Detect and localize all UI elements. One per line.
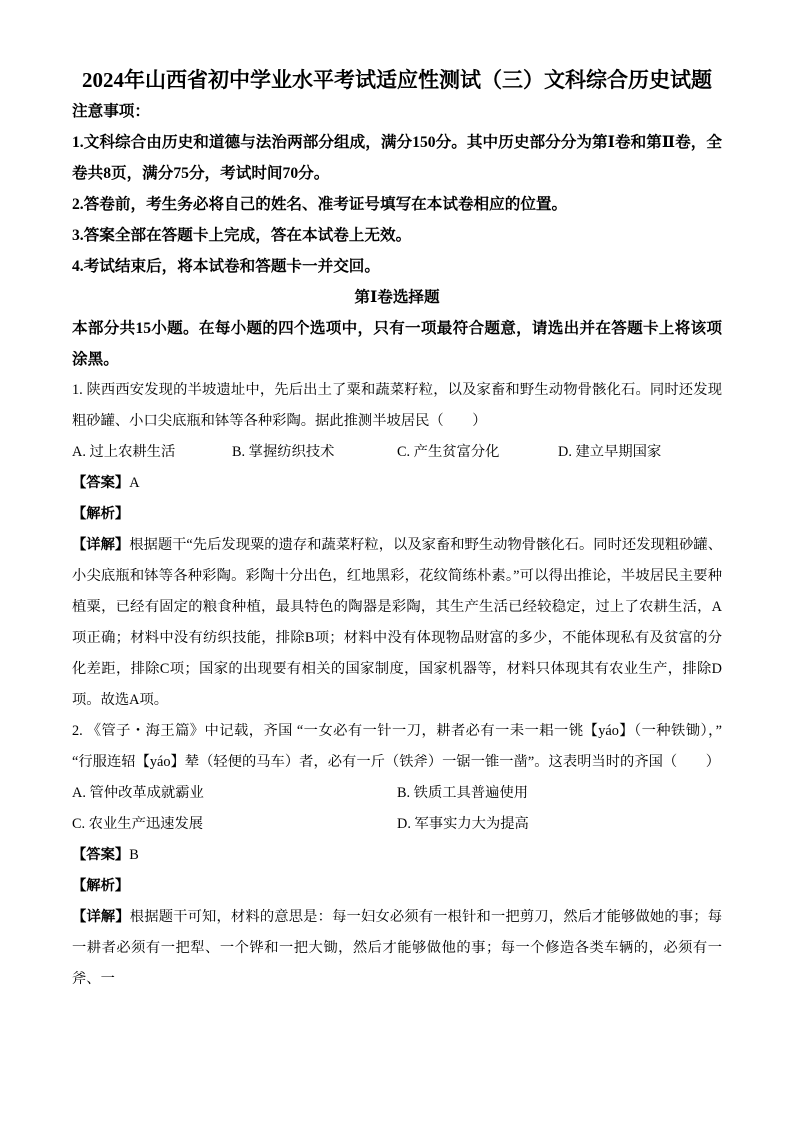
detail-tag: 【详解】 bbox=[72, 909, 130, 925]
notice-item-1: 1.文科综合由历史和道德与法治两部分组成，满分150分。其中历史部分分为第Ⅰ卷和第Ⅱ卷，全卷共8页，满分75分，考试时间70分。 bbox=[72, 134, 722, 182]
answer-tag: 【答案】 bbox=[72, 475, 130, 491]
exam-title: 2024年山西省初中学业水平考试适应性测试（三）文科综合历史试题 bbox=[82, 68, 712, 92]
question-1 bbox=[72, 375, 722, 716]
answer-value: B bbox=[129, 847, 139, 863]
option-a: A. 管仲改革成就霸业 bbox=[72, 785, 204, 801]
option-d: D. 建立早期国家 bbox=[558, 444, 662, 460]
notice-item-2: 2.答卷前，考生务必将自己的姓名、准考证号填写在本试卷相应的位置。 bbox=[72, 196, 568, 213]
detail-tag: 【详解】 bbox=[72, 537, 130, 553]
analysis-tag: 【解析】 bbox=[72, 506, 130, 522]
analysis-tag: 【解析】 bbox=[72, 878, 130, 894]
detail-paragraph bbox=[72, 530, 722, 716]
option-b: B. 铁质工具普遍使用 bbox=[397, 785, 529, 801]
detail-text: 根据题干“先后发现粟的遗存和蔬菜籽粒，以及家畜和野生动物骨骸化石。同时还发现粗砂罐、小尖底瓶和钵等各种彩陶。彩陶十分出色，红地黑彩，花纹简练朴素。”可以得出推论，半坡居民主要种植粟，已经有固定的粮食种植，最具特色的陶器是彩陶，其生产生活已经较稳定，过上了农耕生活，A项正确；材料中没有纺织技能，排除B项；材料中没有体现物品财富的多少，不能体现私有及贫富的分化差距，排除C项；国家的出现要有相关的国家制度，国家机器等，材料只体现其有农业生产，排除D项。故选A项。 bbox=[72, 537, 723, 708]
notice-block bbox=[72, 96, 722, 282]
notice-item-3: 3.答案全部在答题卡上完成，答在本试卷上无效。 bbox=[72, 227, 412, 244]
page-content bbox=[72, 64, 722, 995]
answer-line bbox=[72, 468, 722, 499]
option-a: A. 过上农耕生活 bbox=[72, 444, 176, 460]
detail-text: 根据题干可知，材料的意思是：每一妇女必须有一根针和一把剪刀，然后才能够做她的事；每一耕者必须有一把犁、一个铧和一把大锄，然后才能够做他的事；每一个修造各类车辆的，必须有一斧、一 bbox=[72, 909, 723, 987]
question-2 bbox=[72, 716, 722, 995]
question-options bbox=[72, 778, 722, 840]
option-c: C. 产生贫富分化 bbox=[397, 444, 500, 460]
answer-tag: 【答案】 bbox=[72, 847, 130, 863]
question-stem: 1. 陕西西安发现的半坡遗址中，先后出土了粟和蔬菜籽粒，以及家畜和野生动物骨骸化石。同时还发现粗砂罐、小口尖底瓶和钵等各种彩陶。据此推测半坡居民（ ） bbox=[72, 382, 722, 429]
option-d: D. 军事实力大为提高 bbox=[397, 816, 529, 832]
answer-line bbox=[72, 840, 722, 871]
analysis-line bbox=[72, 499, 722, 530]
section-title: 第Ⅰ卷选择题 bbox=[354, 289, 440, 306]
notice-item-4: 4.考试结束后，将本试卷和答题卡一并交回。 bbox=[72, 258, 380, 275]
analysis-line bbox=[72, 871, 722, 902]
question-options bbox=[72, 437, 722, 468]
question-stem: 2. 《管子・海王篇》中记载，齐国 “一女必有一针一刀，耕者必有一耒一耜一铫【yáo】（一种铁锄），” “行服连轺【yáo】辇（轻便的马车）者，必有一斤（铁斧）一锯一锥一凿”。这表明当时的齐国（ ） bbox=[72, 723, 722, 770]
notice-heading: 注意事项： bbox=[72, 103, 150, 120]
section-instructions: 本部分共15小题。在每小题的四个选项中，只有一项最符合题意，请选出并在答题卡上将该项涂黑。 bbox=[72, 320, 722, 368]
option-b: B. 掌握纺织技术 bbox=[232, 444, 335, 460]
detail-paragraph bbox=[72, 902, 722, 995]
answer-value: A bbox=[129, 475, 140, 491]
option-c: C. 农业生产迅速发展 bbox=[72, 816, 204, 832]
